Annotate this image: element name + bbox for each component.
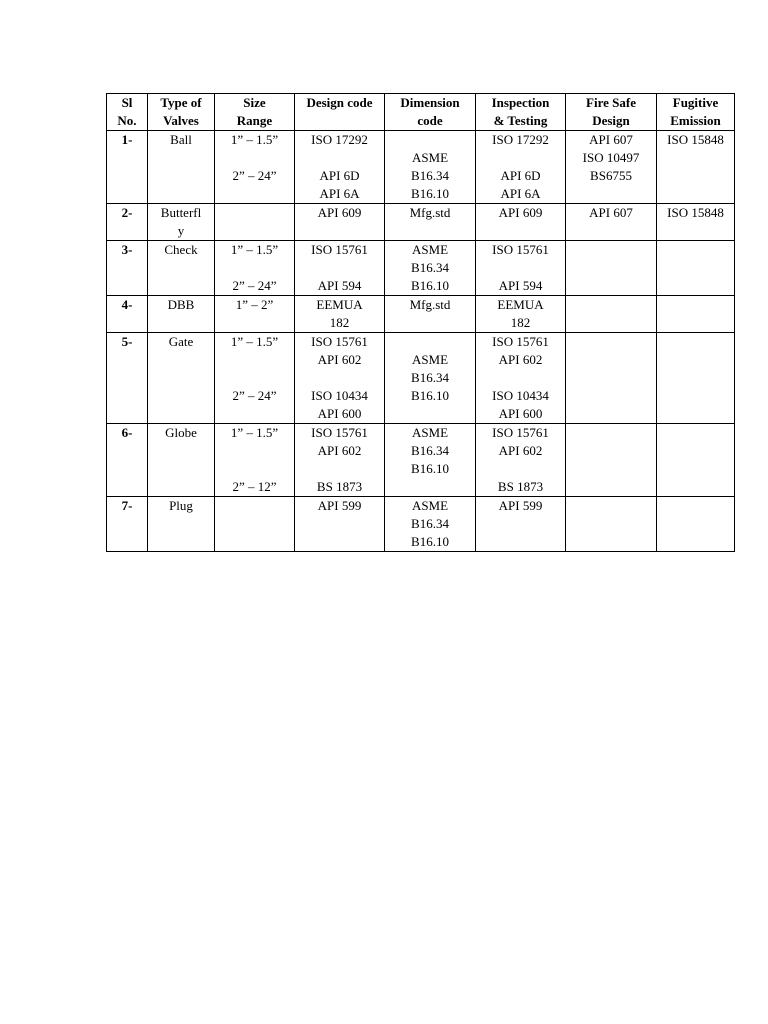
- size-range-cell: [215, 424, 295, 497]
- cell-line: Gate: [168, 334, 194, 349]
- size-range-cell: [215, 131, 295, 204]
- header-type-of-valves: [148, 94, 215, 131]
- cell-line: ISO 17292: [492, 132, 549, 147]
- cell-line: ASME: [411, 498, 449, 513]
- fugitive-emission-cell: [657, 497, 735, 552]
- cell-line: [216, 204, 293, 222]
- sl-no-cell: 2-: [107, 204, 148, 241]
- cell-line: [567, 296, 655, 314]
- inspection-cell: [476, 204, 566, 241]
- cell-line: [216, 259, 293, 277]
- cell-line: Ball: [170, 132, 192, 147]
- cell-line: DBB: [167, 297, 195, 312]
- cell-line: [658, 424, 733, 442]
- cell-line: B16.34: [411, 168, 449, 183]
- design-code-cell: [295, 333, 385, 424]
- header-design-code: [295, 94, 385, 131]
- cell-line: B16.34: [411, 370, 449, 385]
- cell-line: ASME: [411, 150, 449, 165]
- cell-line: [658, 296, 733, 314]
- cell-line: 1” – 1.5”: [230, 334, 279, 349]
- cell-line: API 602: [498, 443, 543, 458]
- type-cell: [148, 131, 215, 204]
- fire-safe-cell: [566, 333, 657, 424]
- cell-line: B16.34: [411, 260, 449, 275]
- sl-no-cell: 4-: [107, 296, 148, 333]
- design-code-cell: [295, 204, 385, 241]
- cell-line: [477, 149, 564, 167]
- fugitive-emission-cell: [657, 296, 735, 333]
- cell-line: [386, 333, 474, 351]
- fire-safe-cell: [566, 204, 657, 241]
- size-range-cell: [215, 241, 295, 296]
- cell-line: API 600: [498, 406, 543, 421]
- header-line: & Testing: [493, 113, 548, 128]
- type-cell: [148, 424, 215, 497]
- fugitive-emission-cell: [657, 204, 735, 241]
- cell-line: API 602: [498, 352, 543, 367]
- design-code-cell: [295, 241, 385, 296]
- cell-line: ISO 15761: [311, 425, 368, 440]
- cell-line: [567, 424, 655, 442]
- cell-line: API 599: [498, 498, 543, 513]
- table-row: [107, 204, 735, 241]
- cell-line: ISO 10497: [582, 150, 640, 165]
- cell-line: EEMUA: [497, 297, 544, 312]
- cell-line: 1” – 1.5”: [230, 132, 279, 147]
- design-code-cell: [295, 296, 385, 333]
- header-line: Fugitive: [672, 95, 719, 110]
- cell-line: ISO 15848: [667, 132, 724, 147]
- cell-line: ISO 15761: [311, 242, 368, 257]
- valve-standards-table: [106, 93, 735, 552]
- cell-line: BS6755: [590, 168, 632, 183]
- header-line: Sl: [121, 95, 133, 110]
- cell-line: [296, 369, 383, 387]
- cell-line: ISO 10434: [492, 388, 549, 403]
- sl-no-cell: 5-: [107, 333, 148, 424]
- cell-line: [386, 131, 474, 149]
- sl-no-cell: 3-: [107, 241, 148, 296]
- cell-line: [567, 241, 655, 259]
- cell-line: B16.34: [411, 516, 449, 531]
- dimension-code-cell: [385, 424, 476, 497]
- header-dimension-code: [385, 94, 476, 131]
- type-cell: [148, 204, 215, 241]
- cell-line: [216, 442, 293, 460]
- cell-line: ISO 15761: [492, 425, 549, 440]
- cell-line: [477, 259, 564, 277]
- header-line: code: [417, 113, 443, 128]
- fire-safe-cell: [566, 497, 657, 552]
- cell-line: API 6A: [319, 186, 360, 201]
- sl-no-cell: 1-: [107, 131, 148, 204]
- cell-line: ISO 15761: [492, 242, 549, 257]
- table-row: [107, 333, 735, 424]
- cell-line: [567, 333, 655, 351]
- cell-line: 182: [510, 315, 531, 330]
- inspection-cell: [476, 424, 566, 497]
- header-sl-no: [107, 94, 148, 131]
- table-row: [107, 424, 735, 497]
- cell-line: Globe: [165, 425, 197, 440]
- sl-no-cell: 7-: [107, 497, 148, 552]
- header-line: Design: [592, 113, 630, 128]
- cell-line: BS 1873: [497, 479, 544, 494]
- cell-line: [477, 369, 564, 387]
- cell-line: API 607: [589, 132, 633, 147]
- type-cell: [148, 497, 215, 552]
- dimension-code-cell: [385, 333, 476, 424]
- size-range-cell: [215, 497, 295, 552]
- cell-line: 2” – 24”: [232, 168, 277, 183]
- fugitive-emission-cell: [657, 333, 735, 424]
- type-cell: [148, 296, 215, 333]
- header-line: Emission: [670, 113, 721, 128]
- cell-line: [216, 497, 293, 515]
- header-line: Dimension: [400, 95, 460, 110]
- table-row: [107, 131, 735, 204]
- cell-line: Mfg.std: [409, 205, 451, 220]
- cell-line: BS 1873: [316, 479, 363, 494]
- dimension-code-cell: [385, 241, 476, 296]
- cell-line: API 609: [498, 205, 543, 220]
- cell-line: API 602: [317, 352, 362, 367]
- design-code-cell: [295, 497, 385, 552]
- fugitive-emission-cell: [657, 131, 735, 204]
- cell-line: ISO 15848: [667, 205, 724, 220]
- table-row: [107, 296, 735, 333]
- size-range-cell: [215, 333, 295, 424]
- fugitive-emission-cell: [657, 424, 735, 497]
- design-code-cell: [295, 424, 385, 497]
- dimension-code-cell: [385, 204, 476, 241]
- cell-line: [658, 333, 733, 351]
- cell-line: ISO 10434: [311, 388, 368, 403]
- cell-line: B16.10: [411, 186, 449, 201]
- cell-line: [296, 460, 383, 478]
- cell-line: B16.10: [411, 388, 449, 403]
- inspection-cell: [476, 241, 566, 296]
- cell-line: B16.10: [411, 534, 449, 549]
- cell-line: ASME: [411, 425, 449, 440]
- cell-line: Butterfl: [160, 205, 202, 220]
- size-range-cell: [215, 204, 295, 241]
- cell-line: [567, 497, 655, 515]
- cell-line: ISO 15761: [492, 334, 549, 349]
- cell-line: [477, 460, 564, 478]
- cell-line: 2” – 24”: [232, 278, 277, 293]
- header-inspection-testing: [476, 94, 566, 131]
- fugitive-emission-cell: [657, 241, 735, 296]
- cell-line: API 6D: [319, 168, 360, 183]
- cell-line: [658, 241, 733, 259]
- fire-safe-cell: [566, 424, 657, 497]
- cell-line: [296, 259, 383, 277]
- size-range-cell: [215, 296, 295, 333]
- cell-line: 1” – 1.5”: [230, 242, 279, 257]
- header-line: Valves: [163, 113, 199, 128]
- header-line: Size: [243, 95, 266, 110]
- fire-safe-cell: [566, 241, 657, 296]
- cell-line: Plug: [169, 498, 193, 513]
- header-line: Range: [236, 113, 273, 128]
- sl-no-cell: 6-: [107, 424, 148, 497]
- cell-line: API 609: [317, 205, 362, 220]
- header-fire-safe-design: [566, 94, 657, 131]
- cell-line: 1” – 2”: [235, 297, 274, 312]
- type-cell: [148, 241, 215, 296]
- header-line: Design code: [306, 95, 373, 110]
- cell-line: 2” – 12”: [232, 479, 277, 494]
- header-line: Inspection: [491, 95, 550, 110]
- cell-line: API 602: [317, 443, 362, 458]
- inspection-cell: [476, 333, 566, 424]
- header-line: Fire Safe: [586, 95, 636, 110]
- header-size-range: [215, 94, 295, 131]
- type-cell: [148, 333, 215, 424]
- cell-line: [216, 351, 293, 369]
- cell-line: [658, 497, 733, 515]
- fire-safe-cell: [566, 131, 657, 204]
- fire-safe-cell: [566, 296, 657, 333]
- cell-line: API 599: [317, 498, 362, 513]
- table-body: [107, 131, 735, 552]
- cell-line: API 600: [317, 406, 362, 421]
- table-row: [107, 241, 735, 296]
- cell-line: API 607: [589, 205, 633, 220]
- cell-line: 2” – 24”: [232, 388, 277, 403]
- cell-line: API 594: [498, 278, 543, 293]
- cell-line: ASME: [411, 352, 449, 367]
- cell-line: EEMUA: [316, 297, 363, 312]
- header-line: Type of: [160, 95, 202, 110]
- cell-line: 1” – 1.5”: [230, 425, 279, 440]
- cell-line: ISO 15761: [311, 334, 368, 349]
- table-row: [107, 497, 735, 552]
- dimension-code-cell: [385, 131, 476, 204]
- design-code-cell: [295, 131, 385, 204]
- cell-line: B16.34: [411, 443, 449, 458]
- inspection-cell: [476, 131, 566, 204]
- cell-line: ISO 17292: [311, 132, 368, 147]
- cell-line: API 594: [317, 278, 362, 293]
- cell-line: API 6A: [500, 186, 541, 201]
- header-fugitive-emission: [657, 94, 735, 131]
- cell-line: [216, 149, 293, 167]
- table-header-row: [107, 94, 735, 131]
- cell-line: [216, 369, 293, 387]
- cell-line: [296, 149, 383, 167]
- cell-line: Check: [164, 242, 198, 257]
- cell-line: API 6D: [500, 168, 541, 183]
- cell-line: B16.10: [411, 278, 449, 293]
- cell-line: ASME: [411, 242, 449, 257]
- cell-line: Mfg.std: [409, 297, 451, 312]
- cell-line: 182: [329, 315, 350, 330]
- dimension-code-cell: [385, 296, 476, 333]
- header-line: No.: [117, 113, 137, 128]
- inspection-cell: [476, 497, 566, 552]
- cell-line: [216, 460, 293, 478]
- dimension-code-cell: [385, 497, 476, 552]
- inspection-cell: [476, 296, 566, 333]
- cell-line: B16.10: [411, 461, 449, 476]
- cell-line: y: [177, 223, 185, 238]
